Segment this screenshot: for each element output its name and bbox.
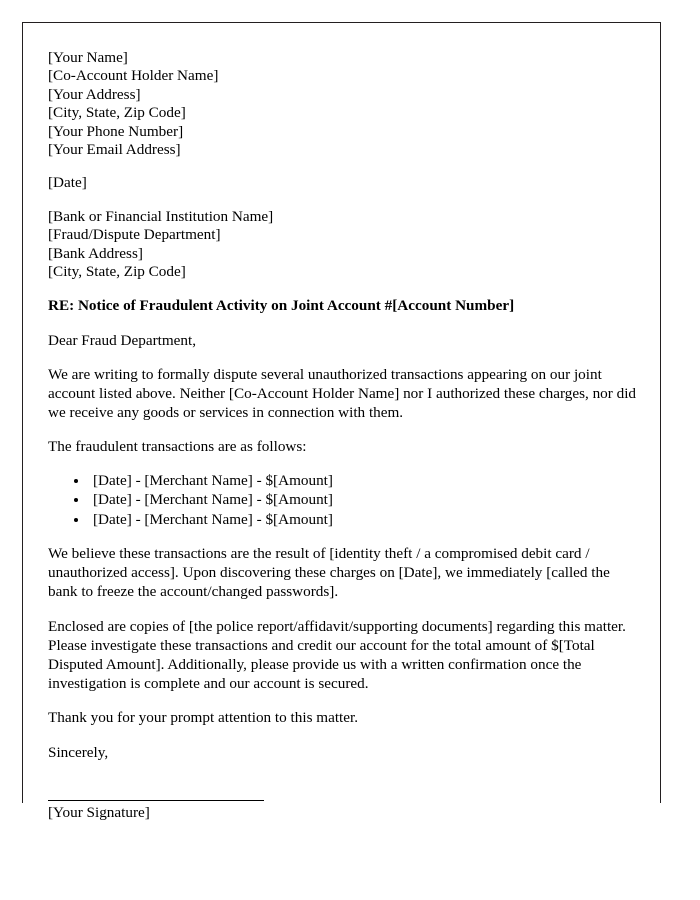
sender-address-block <box>48 49 638 159</box>
signature-label: [Your Signature] <box>48 803 150 821</box>
spacer-after-sender <box>48 159 638 174</box>
spacer-after-paragraph-3 <box>48 693 638 708</box>
spacer-after-subject <box>48 316 638 331</box>
list-item: • [Date] - [Merchant Name] - $[Amount] <box>89 471 638 490</box>
list-item: • [Date] - [Merchant Name] - $[Amount] <box>89 490 638 509</box>
recipient-line-department: [Fraud/Dispute Department] <box>48 226 221 244</box>
paragraph-enclosures-and-request: Enclosed are copies of [the police report/affidavit/supporting documents] regarding this matter. Please investigate these transactions and credit our account for the total amount of $[Total Disputed Amount]. Additionally, please provide us with a written confirmation once the investigation is complete and our account is secured. <box>48 617 626 693</box>
closing-thanks: Thank you for your prompt attention to this matter. <box>48 709 359 727</box>
spacer-after-recipient <box>48 281 638 296</box>
salutation: Dear Fraud Department, <box>48 331 197 349</box>
recipient-line-institution: [Bank or Financial Institution Name] <box>48 207 274 225</box>
closing-salutation: Sincerely, <box>48 743 109 761</box>
sender-line-email: [Your Email Address] <box>48 141 181 159</box>
list-item: • [Date] - [Merchant Name] - $[Amount] <box>89 510 638 529</box>
sender-line-city-state-zip: [City, State, Zip Code] <box>48 104 186 122</box>
spacer-after-thanks <box>48 728 638 743</box>
date-line: [Date] <box>48 174 87 192</box>
sender-line-phone: [Your Phone Number] <box>48 122 184 140</box>
spacer-after-list <box>48 529 638 544</box>
spacer-after-paragraph-1 <box>48 422 638 437</box>
letter-body <box>48 49 638 822</box>
spacer-after-date <box>48 193 638 208</box>
spacer-before-list <box>48 457 638 471</box>
document-page <box>22 22 661 821</box>
sender-line-address: [Your Address] <box>48 85 141 103</box>
sender-line-co-holder: [Co-Account Holder Name] <box>48 67 219 85</box>
spacer-after-paragraph-2 <box>48 602 638 617</box>
spacer-signature-space <box>48 762 638 800</box>
paragraph-cause-and-action: We believe these transactions are the result of [identity theft / a compromised debit card / unauthorized access]. Upon discovering these charges on [Date], we immediately [called the bank to freeze the account/changed passwords]. <box>48 544 610 601</box>
transaction-list-intro: The fraudulent transactions are as follows: <box>48 438 307 456</box>
subject-line: RE: Notice of Fraudulent Activity on Joint Account #[Account Number] <box>48 297 515 315</box>
recipient-line-address: [Bank Address] <box>48 244 143 262</box>
fraudulent-transaction-list <box>48 471 638 529</box>
spacer-after-salutation <box>48 350 638 365</box>
sender-line-name: [Your Name] <box>48 49 128 66</box>
recipient-address-block <box>48 208 638 282</box>
paragraph-dispute-statement: We are writing to formally dispute several unauthorized transactions appearing on our joint account listed above. Neither [Co-Account Holder Name] nor I authorized these charges, nor did we receive any goods or services in connection with them. <box>48 365 637 422</box>
recipient-line-city-state-zip: [City, State, Zip Code] <box>48 263 186 281</box>
